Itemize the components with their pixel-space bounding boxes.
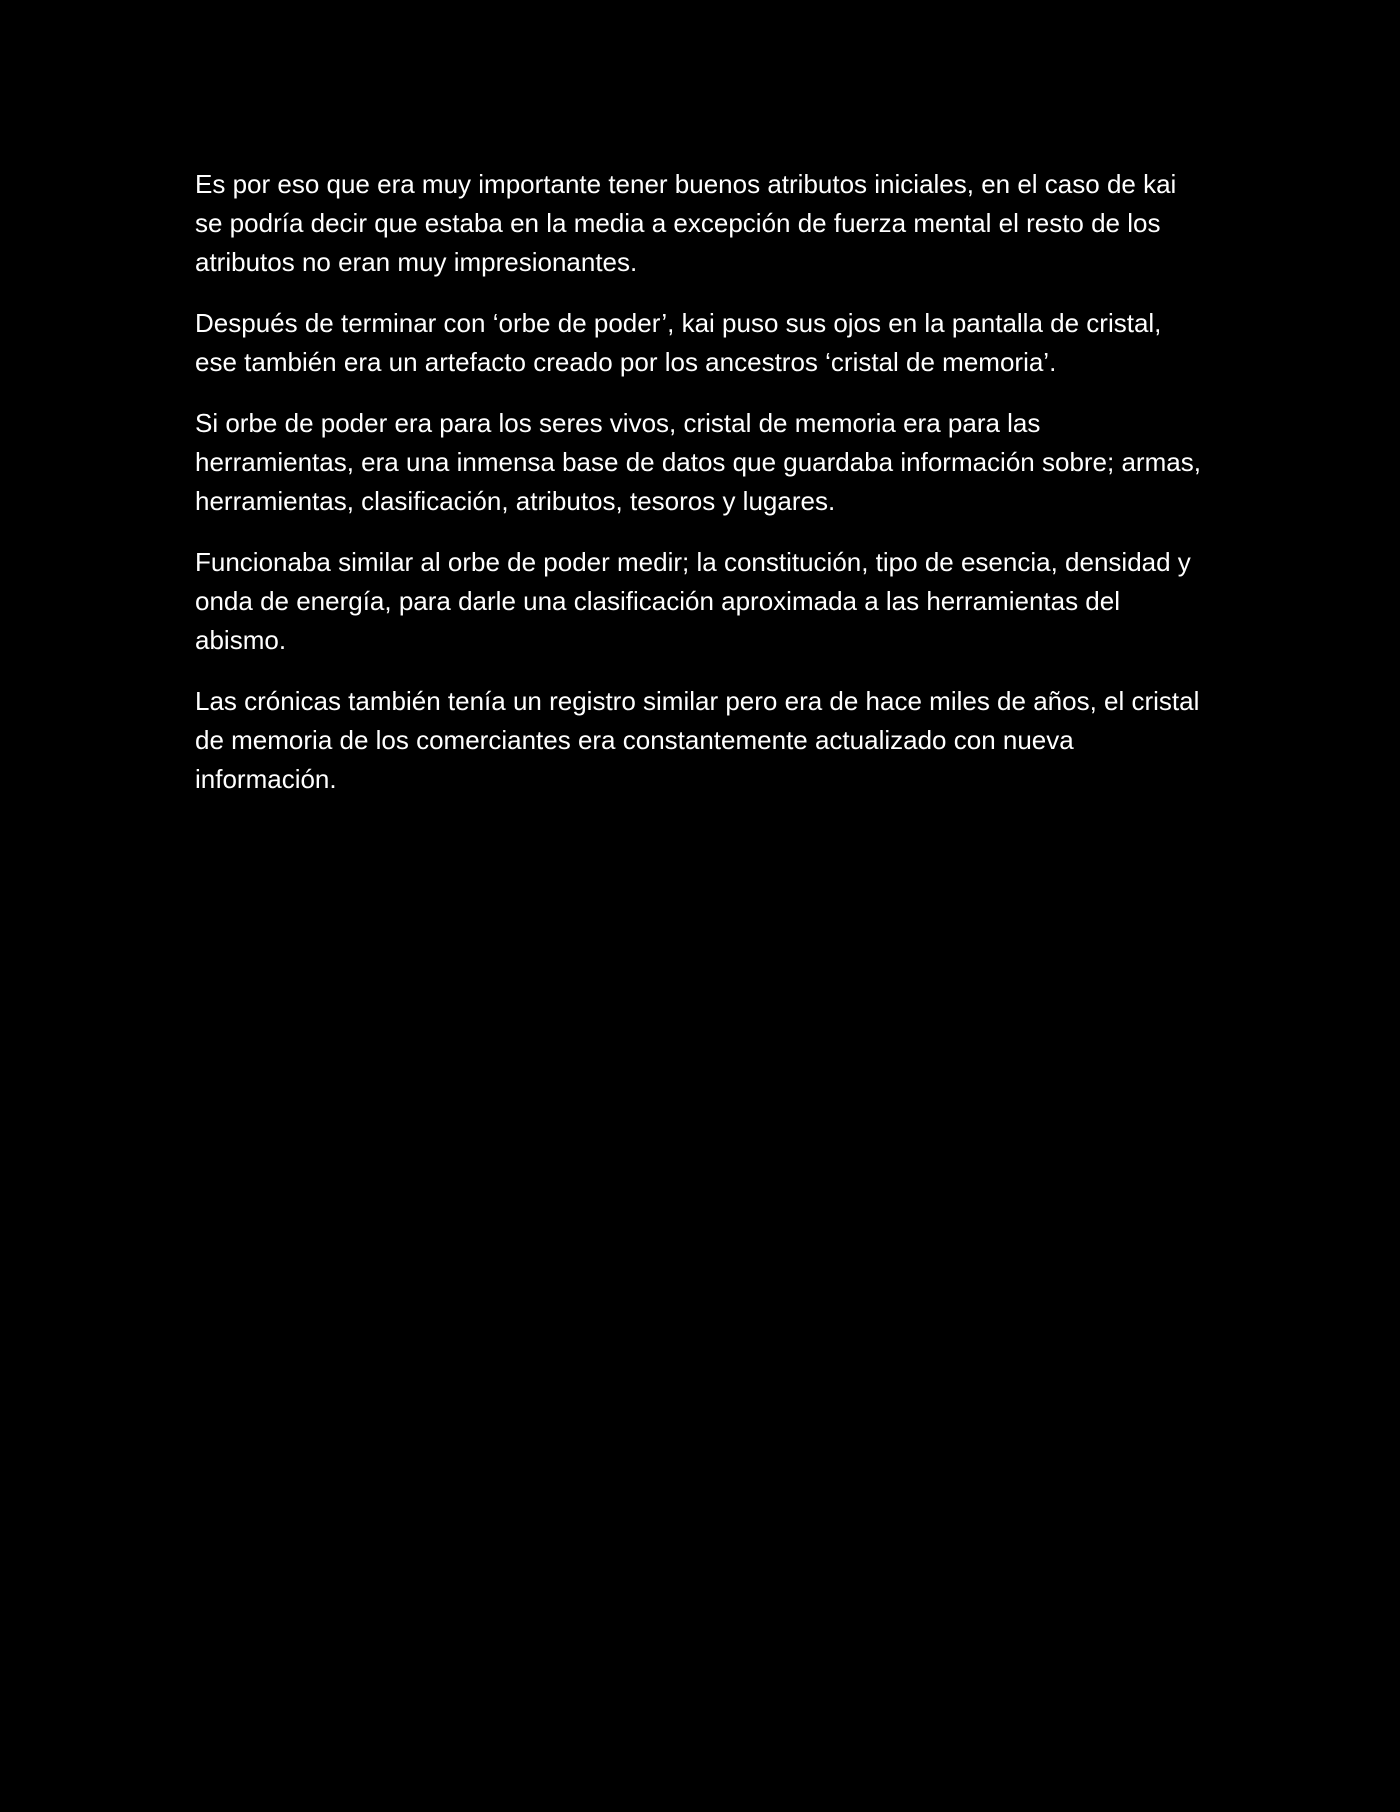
paragraph-4: Funcionaba similar al orbe de poder medir; la constitución, tipo de esencia, densidad y onda de energía, para darle una clasificación aproximada a las herramientas del abismo. xyxy=(195,547,1191,655)
paragraph-3: Si orbe de poder era para los seres vivos, cristal de memoria era para las herramientas, era una inmensa base de datos que guardaba información sobre; armas, herramientas, clasificación, atributos, tesoros y lugares. xyxy=(195,408,1201,516)
paragraph-5: Las crónicas también tenía un registro similar pero era de hace miles de años, el cristal de memoria de los comerciantes era constantemente actualizado con nueva información. xyxy=(195,686,1200,794)
paragraph-2: Después de terminar con ‘orbe de poder’, kai puso sus ojos en la pantalla de cristal, ese también era un artefacto creado por los ancestros ‘cristal de memoria’. xyxy=(195,308,1162,377)
document-body xyxy=(195,165,1205,821)
paragraph-1: Es por eso que era muy importante tener buenos atributos iniciales, en el caso de kai se podría decir que estaba en la media a excepción de fuerza mental el resto de los atributos no eran muy impresionantes. xyxy=(195,169,1177,277)
